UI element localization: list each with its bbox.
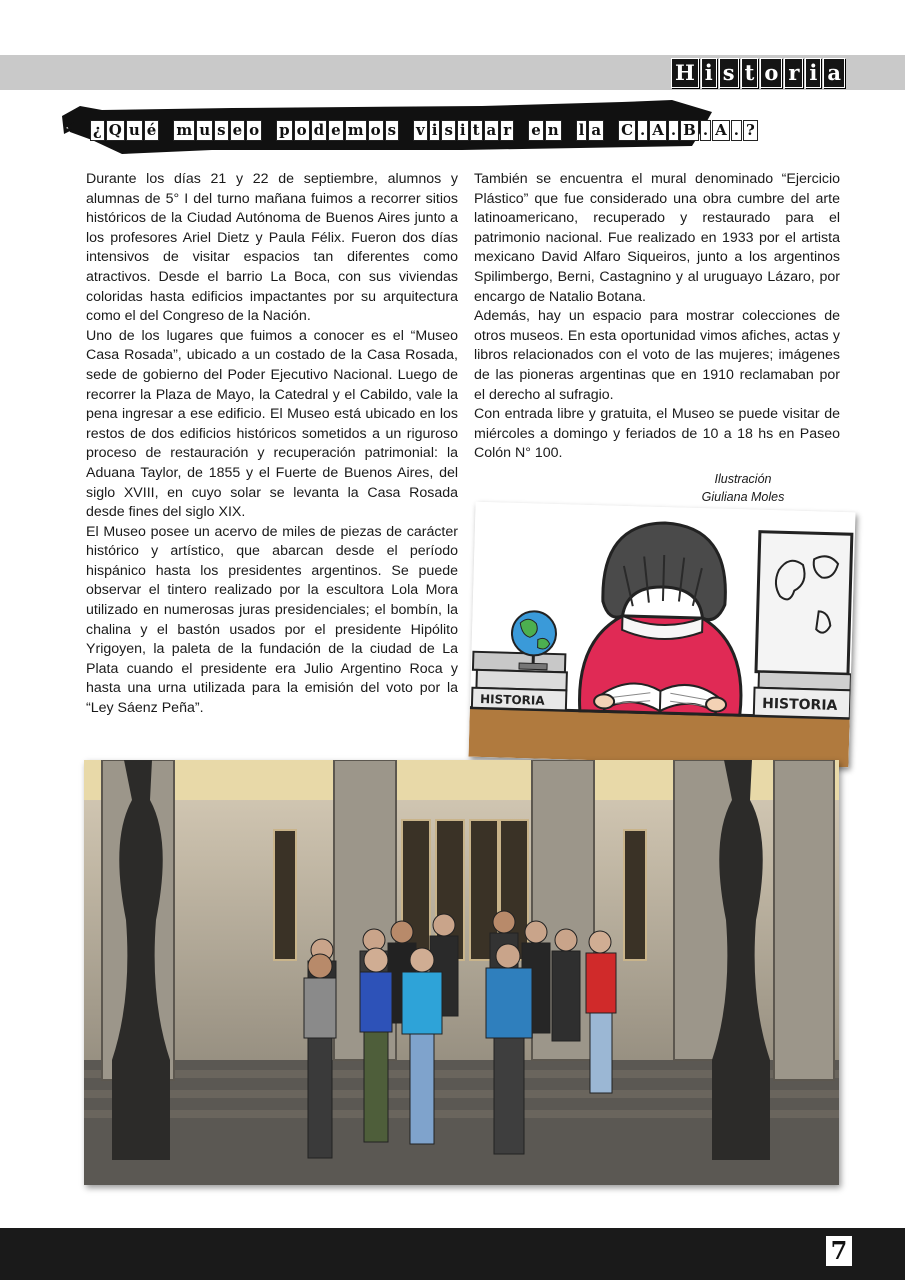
- title-letter: v: [413, 120, 428, 141]
- section-label: [671, 58, 845, 88]
- title-letter: n: [545, 120, 562, 141]
- title-letter: .: [637, 120, 648, 141]
- title-letter: [605, 120, 617, 141]
- title-letter: o: [368, 120, 384, 141]
- title-letter: a: [484, 120, 500, 141]
- article-column-left: [86, 170, 458, 719]
- credit-name: Giuliana Moles: [701, 490, 785, 504]
- group-photo: [84, 760, 839, 1185]
- title-letter: d: [311, 120, 328, 141]
- title-letter: ¿: [90, 120, 105, 141]
- title-letter: a: [823, 58, 845, 88]
- title-letter: r: [784, 58, 803, 88]
- title-letter: u: [196, 120, 213, 141]
- title-letter: [563, 120, 575, 141]
- title-letter: C: [618, 120, 636, 141]
- title-letter: [515, 120, 527, 141]
- article-title-banner: [62, 100, 755, 158]
- group-photo-image: [84, 760, 839, 1185]
- illustration-drawing: [469, 502, 856, 768]
- student-reading-illustration: [469, 502, 856, 768]
- title-letter: A: [649, 120, 667, 141]
- title-letter: o: [294, 120, 310, 141]
- credit-label: Ilustración: [714, 472, 772, 486]
- book-right-label: HISTORIA: [761, 695, 838, 714]
- title-letter: l: [576, 120, 588, 141]
- title-letter: B: [680, 120, 699, 141]
- paragraph: Durante los días 21 y 22 de septiembre, alumnos y alumnas de 5° I del turno mañana fuimos a recorrer sitios históricos de la Ciudad Autónoma de Buenos Aires junto a los profesores Ariel Dietz y Paula Félix. Fueron dos días intensivos de visitar espacios tan diferentes como atractivos. Desde el barrio La Boca, con sus viviendas coloridas hasta edificios impactantes por su arquitectura como el del Congreso de la Nación.: [86, 171, 458, 325]
- title-letter: i: [805, 58, 821, 88]
- title-letter: m: [345, 120, 367, 141]
- title-letter: [263, 120, 275, 141]
- title-letter: i: [701, 58, 717, 88]
- title-letter: t: [741, 58, 759, 88]
- book-left-label: HISTORIA: [479, 691, 545, 708]
- paragraph: Con entrada libre y gratuita, el Museo se puede visitar de miércoles a domingo y feriados de 10 a 18 hs en Paseo Colón N° 100.: [474, 406, 840, 462]
- title-letter: s: [385, 120, 399, 141]
- title-letter: A: [712, 120, 730, 141]
- title-letter: s: [441, 120, 455, 141]
- title-letter: é: [144, 120, 160, 141]
- paragraph: Además, hay un espacio para mostrar colecciones de otros museos. En esta oportunidad vimos afiches, actas y libros relacionados con el voto de las mujeres; imágenes de las pioneras argentinas que en 1910 reclamaban por el derecho al sufragio.: [474, 308, 840, 403]
- title-letter: .: [668, 120, 679, 141]
- title-letter: i: [457, 120, 469, 141]
- paragraph: El Museo posee un acervo de miles de piezas de carácter histórico y artístico, que abarcan desde el período hispánico hasta los presidentes argentinos. Se puede observar el tintero realizado por la escultora Lola Mora utilizado en numerosas juras presidenciales; el bombín, la chalina y el bastón usados por el presidente Hipólito Yrigoyen, la paleta de la fundación de la ciudad de La Plata cuando el presidente era Julio Argentino Roca y hasta una urna utilizada para la emisión del voto por la “Ley Sáenz Peña”.: [86, 523, 458, 717]
- paragraph: También se encuentra el mural denominado “Ejercicio Plástico” que fue considerado una obra cumbre del arte latinoamericano, recuperado y restaurado para el patrimonio nacional. Fue realizado en 1933 por el artista mexicano David Alfaro Siqueiros, junto a los argentinos Spilimbergo, Berni, Castagnino y al uruguayo Lázaro, por encargo de Natalio Botana.: [474, 171, 840, 305]
- title-letter: s: [719, 58, 739, 88]
- title-letter: H: [671, 58, 699, 88]
- footer-bar: [0, 1228, 905, 1280]
- illustration-credit: [668, 470, 818, 506]
- page-number: 7: [826, 1236, 852, 1266]
- title-letter: e: [528, 120, 544, 141]
- title-letter: i: [429, 120, 441, 141]
- title-letter: o: [760, 58, 782, 88]
- title-letter: [400, 120, 412, 141]
- title-letter: e: [328, 120, 344, 141]
- title-letter: p: [276, 120, 293, 141]
- title-letter: e: [230, 120, 246, 141]
- article-title: [90, 120, 758, 141]
- title-letter: a: [588, 120, 604, 141]
- title-letter: u: [126, 120, 143, 141]
- title-letter: [160, 120, 172, 141]
- title-letter: ?: [743, 120, 758, 141]
- section-title: [671, 58, 845, 88]
- title-letter: .: [700, 120, 711, 141]
- title-letter: r: [500, 120, 514, 141]
- title-letter: Q: [106, 120, 125, 141]
- title-letter: s: [214, 120, 228, 141]
- title-letter: o: [246, 120, 262, 141]
- title-letter: .: [731, 120, 742, 141]
- paragraph: Uno de los lugares que fuimos a conocer es el “Museo Casa Rosada”, ubicado a un costado de la Casa Rosada, sede de gobierno del Poder Ejecutivo Nacional. Luego de recorrer la Plaza de Mayo, la Catedral y el Cabildo, vale la pena ingresar a ese edificio. El Museo está ubicado en los restos de dos edificios históricos sometidos a un riguroso proceso de restauración y recuperación patrimonial: la Aduana Taylor, de 1855 y el Fuerte de Buenos Aires, del siglo XVIII, en cuyo solar se levanta la Casa Rosada desde fines del siglo XIX.: [86, 327, 458, 521]
- article-column-right: [474, 170, 840, 464]
- title-letter: t: [470, 120, 483, 141]
- title-letter: m: [173, 120, 195, 141]
